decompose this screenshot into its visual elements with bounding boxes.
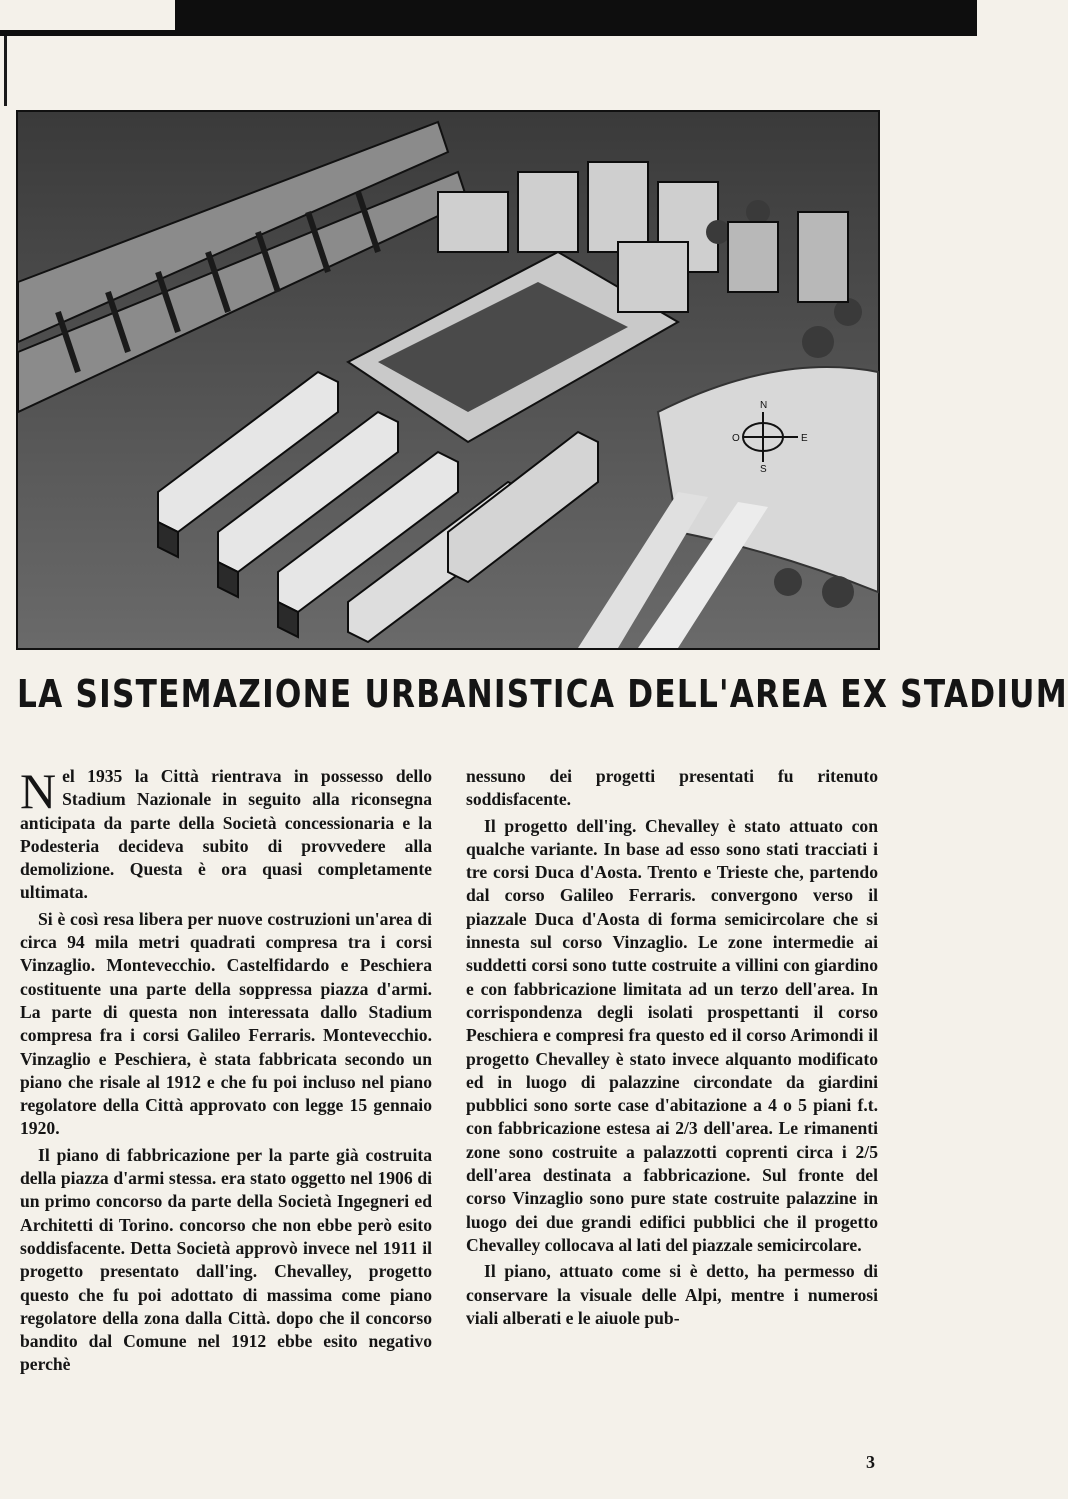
top-black-bar [175,0,977,36]
article-column-right [466,765,878,1333]
compass-n: N [760,400,768,411]
paragraph: Il progetto dell'ing. Chevalley è stato attuato con qualche variante. In base ad esso sono stati tracciati i tre corsi Duca d'Aosta. Trento e Trieste che, partendo dal corso Galileo Ferraris. convergono verso il piazzale Duca d'Aosta di forma semicircolare che si innesta sul corso Vinzaglio. Le zone intermedie ai suddetti corsi sono tutte costruite a villini con giardino e con fabbricazione limitata ad un terzo dell'area. In corrispondenza degli isolati prospettanti il corso Peschiera e compresi fra questo ed il corso Arimondi il progetto Chevalley è stato invece alquanto modificato ed in luogo di palazzine circondate da giardini pubblici sono sorte case d'abitazione a 4 o 5 piani f.t. con fabbricazione estesa ai 2/3 dell'area. Le rimanenti zone sono costruite a palazzotti coprenti circa i 2/5 dell'area destinata a fabbricazione. Sul fronte del corso Vinzaglio sono pure state costruite palazzine in luogo dei due grandi edifici pubblici che il progetto Chevalley collocava al lati del piazzale semicircolare. [466,815,878,1255]
paragraph: nessuno dei progetti presentati fu ritenuto soddisfacente. [466,766,878,810]
headline: LA SISTEMAZIONE URBANISTICA DELL'AREA EX STADIUM [17,672,1068,716]
aerial-rendering-image [16,110,880,650]
article-column-left [20,765,432,1380]
compass-s: S [760,464,767,475]
paragraph: Il piano di fabbricazione per la parte già costruita della piazza d'armi stessa. era stato oggetto nel 1906 di un primo concorso da parte della Società Ingegneri ed Architetti di Torino. concorso che non ebbe però esito soddisfacente. Detta Società approvò invece nel 1911 il progetto presentato dall'ing. Chevalley, progetto questo che fu poi adottato di massima come piano regolatore della zona dalla Città. dopo che il concorso bandito dal Comune nel 1912 ebbe esito negativo perchè [20,1144,432,1375]
top-rule [0,30,175,36]
paragraph: Il piano, attuato come si è detto, ha permesso di conservare la visuale delle Alpi, mentre i numerosi viali alberati e le aiuole pub- [466,1261,878,1328]
left-margin-rule [4,36,7,106]
compass-e: E [801,433,808,444]
page-number: 3 [866,1452,875,1472]
paragraph: Si è così resa libera per nuove costruzioni un'area di circa 94 mila metri quadrati compresa tra i corsi Vinzaglio. Montevecchio. Castelfidardo e Peschiera costituente una parte della soppressa piazza d'armi. La parte di questa non interessata dallo Stadium compresa fra i corsi Galileo Ferraris. Montevecchio. Vinzaglio e Peschiera, è stata fabbricata secondo un piano che risale al 1912 e che fu poi incluso nel piano regolatore della Città approvato con legge 15 gennaio 1920. [20,908,432,1139]
paragraph: Nel 1935 la Città rientrava in possesso dello Stadium Nazionale in seguito alla riconsegna anticipata da parte della Società concessionaria e la Podesteria decideva subito di provvedere alla demolizione. Questa è ora quasi completamente ultimata. [20,763,432,903]
drop-cap: N [20,763,57,819]
compass-o: O [732,433,740,444]
